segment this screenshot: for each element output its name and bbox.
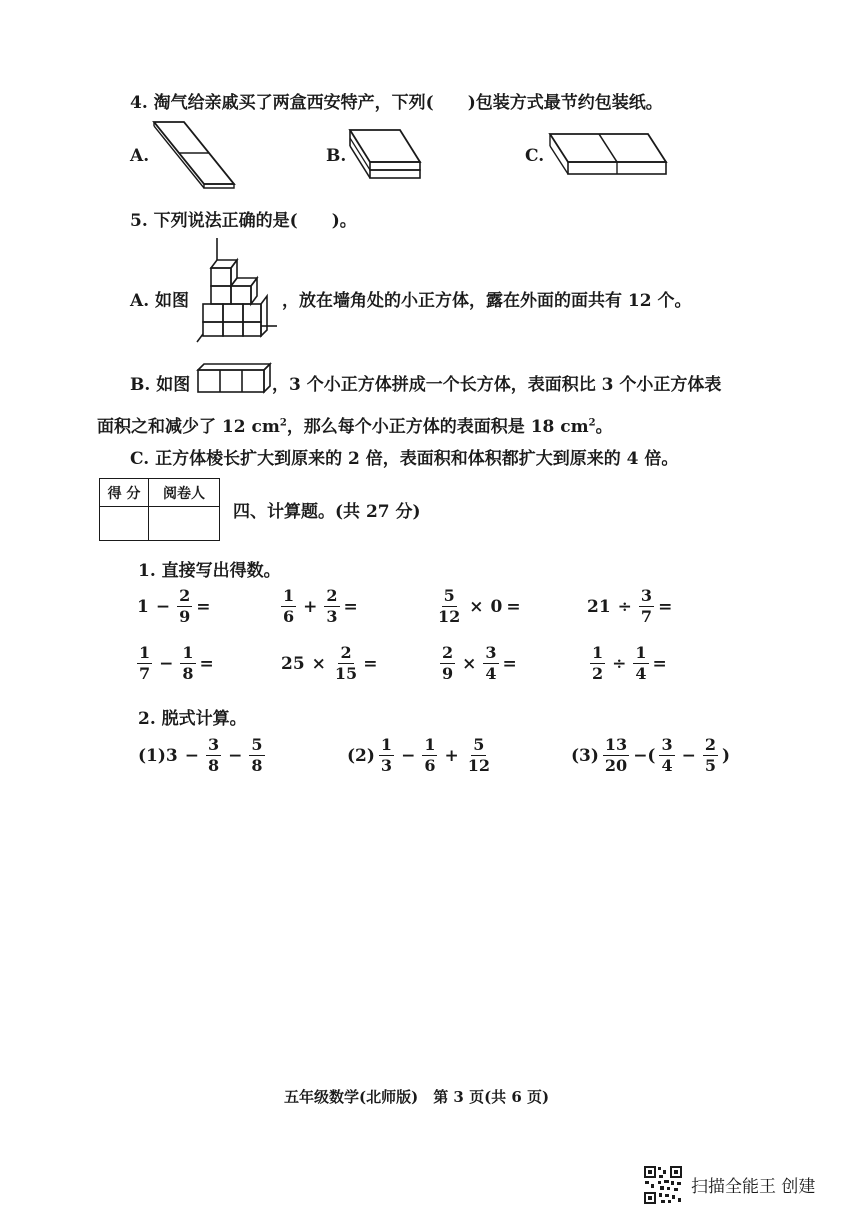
r2-e3-frac2 (483, 645, 498, 682)
calc-1-frac1 (206, 737, 221, 774)
calc-3-den2: 4 (661, 756, 673, 775)
calc-3-close: ) (722, 745, 731, 766)
r2-e4 (590, 645, 667, 682)
r1-e1-frac (177, 588, 192, 625)
calc-2-den2: 6 (424, 756, 436, 775)
r2-e1-frac1 (137, 645, 152, 682)
q4-option-b-figure (348, 128, 424, 182)
calc-1-den1: 8 (208, 756, 220, 775)
calc-1-label: (1)3 (138, 745, 178, 766)
sub1-title: 1. 直接写出得数。 (138, 561, 281, 581)
r1-e4-num: 3 (640, 586, 653, 605)
r1-e4-op: ÷ (617, 596, 632, 617)
r2-e2-op: × (311, 653, 326, 674)
r2-e3-num1: 2 (442, 643, 454, 662)
r2-e1-frac2 (180, 645, 195, 682)
r2-e4-frac2 (633, 645, 648, 682)
q5-a-cube-stack-figure (195, 236, 281, 346)
scanner-watermark-label: 扫描全能王 创建 (691, 1177, 816, 1197)
page-footer: 五年级数学(北师版) 第 3 页(共 6 页) (284, 1088, 550, 1106)
q5-b-line2 (97, 412, 613, 437)
r2-e3-den2: 4 (485, 664, 497, 683)
section4-title: 四、计算题。(共 27 分) (233, 502, 421, 522)
q5-b-line2-part-b: ，那么每个小正方体的表面积是 18 cm (286, 417, 589, 437)
r2-e3 (440, 645, 517, 682)
calc-3-frac3 (703, 737, 718, 774)
r1-e3-eq: = (506, 596, 521, 617)
q5-text: 5. 下列说法正确的是( )。 (130, 211, 357, 231)
calc-3 (571, 737, 730, 774)
reviewer-label: 阅卷人 (149, 479, 220, 507)
r1-e4-den: 7 (640, 607, 653, 626)
calc-2 (347, 737, 492, 774)
calc-1-op1: − (184, 745, 199, 766)
r2-e4-op: ÷ (612, 653, 627, 674)
r1-e2 (281, 588, 358, 625)
q5-b-sup-1: 2 (279, 417, 287, 429)
r2-e1-num1: 1 (139, 643, 151, 662)
q5-b-line2-part-a: 面积之和减少了 12 cm (97, 417, 280, 437)
r2-e1-op: − (159, 653, 174, 674)
r1-e2-op: + (303, 596, 318, 617)
q4-text: 4. 淘气给亲戚买了两盒西安特产，下列( )包装方式最节约包装纸。 (130, 93, 663, 113)
calc-1-op2: − (228, 745, 243, 766)
q4-option-c-label: C. (525, 146, 545, 166)
q5-a-suffix: ，放在墙角处的小正方体，露在外面的面共有 12 个。 (282, 291, 692, 311)
r1-e2-frac2 (324, 588, 339, 625)
r2-e2-frac (333, 645, 359, 682)
q5-a-prefix: A. 如图 (130, 291, 190, 311)
r1-e4-a: 21 (587, 596, 611, 617)
r1-e3-b: 0 (490, 596, 503, 617)
score-label: 得 分 (100, 479, 149, 507)
r1-e3-op: × (469, 596, 484, 617)
calc-3-num2: 3 (661, 735, 673, 754)
calc-3-op1: −( (633, 745, 656, 766)
calc-3-num1: 13 (604, 735, 628, 754)
r2-e3-frac1 (440, 645, 455, 682)
qr-code-icon (643, 1165, 683, 1205)
r2-e1 (137, 645, 214, 682)
r1-e1 (137, 588, 210, 625)
q5-b-sup-2: 2 (588, 417, 596, 429)
calc-2-op2: + (444, 745, 459, 766)
r2-e2-num: 2 (340, 643, 352, 662)
r2-e2-eq: = (363, 653, 378, 674)
r1-e2-num1: 1 (283, 586, 295, 605)
q4-option-c-figure (548, 132, 670, 178)
calc-3-frac1 (603, 737, 629, 774)
calc-3-den3: 5 (704, 756, 717, 775)
r1-e1-eq: = (196, 596, 211, 617)
sub2-title: 2. 脱式计算。 (138, 709, 247, 729)
calc-3-den1: 20 (604, 756, 628, 775)
r1-e3-frac (436, 588, 462, 625)
q4-option-a-figure (152, 118, 238, 190)
calc-3-label: (3) (571, 745, 599, 766)
r2-e4-den2: 4 (635, 664, 647, 683)
r1-e3-num: 5 (443, 586, 455, 605)
calc-2-label: (2) (347, 745, 375, 766)
r2-e4-num2: 1 (635, 643, 647, 662)
score-cell[interactable] (100, 507, 149, 541)
calc-3-op2: − (681, 745, 696, 766)
r2-e1-eq: = (199, 653, 214, 674)
calc-3-num3: 2 (704, 735, 717, 754)
calc-2-num2: 1 (424, 735, 436, 754)
r2-e1-num2: 1 (182, 643, 194, 662)
calc-1-den2: 8 (251, 756, 263, 775)
r2-e3-eq: = (502, 653, 517, 674)
r1-e2-den1: 6 (283, 607, 295, 626)
r2-e4-num1: 1 (592, 643, 604, 662)
calc-2-den1: 3 (380, 756, 393, 775)
score-table (99, 478, 220, 541)
r1-e1-num: 2 (179, 586, 191, 605)
calc-1-num2: 5 (251, 735, 263, 754)
r1-e2-den2: 3 (326, 607, 338, 626)
reviewer-cell[interactable] (149, 507, 220, 541)
calc-2-num3: 5 (473, 735, 485, 754)
r1-e4-eq: = (658, 596, 673, 617)
r2-e2-a: 25 (281, 653, 305, 674)
q5-b-cuboid-figure (196, 362, 272, 394)
calc-1 (138, 737, 265, 774)
q5-b-prefix: B. 如图 (130, 375, 191, 395)
r2-e1-den2: 8 (182, 664, 194, 683)
calc-2-op1: − (401, 745, 416, 766)
r1-e4-frac (639, 588, 654, 625)
calc-1-frac2 (249, 737, 264, 774)
r1-e1-den: 9 (179, 607, 191, 626)
q5-c-text: C. 正方体棱长扩大到原来的 2 倍，表面积和体积都扩大到原来的 4 倍。 (130, 449, 679, 469)
r1-e3 (436, 588, 521, 625)
calc-3-frac2 (659, 737, 674, 774)
r2-e1-den1: 7 (139, 664, 151, 683)
q4-option-b-label: B. (326, 146, 347, 166)
r1-e3-den: 12 (438, 607, 461, 626)
r2-e2-den: 15 (334, 664, 358, 683)
calc-2-frac1 (379, 737, 394, 774)
r1-e2-eq: = (343, 596, 358, 617)
calc-1-num1: 3 (208, 735, 220, 754)
r2-e3-op: × (462, 653, 477, 674)
q5-b-suffix: ，3 个小正方体拼成一个长方体，表面积比 3 个小正方体表 (272, 375, 722, 395)
calc-2-num1: 1 (380, 735, 393, 754)
calc-2-frac2 (422, 737, 437, 774)
r2-e3-num2: 3 (485, 643, 497, 662)
r2-e4-den1: 2 (592, 664, 604, 683)
r1-e2-frac1 (281, 588, 296, 625)
r1-e2-num2: 2 (326, 586, 338, 605)
q4-option-a-label: A. (130, 146, 150, 166)
r1-e4 (587, 588, 672, 625)
r2-e2 (281, 645, 377, 682)
calc-2-frac3 (466, 737, 492, 774)
r2-e4-frac1 (590, 645, 605, 682)
calc-2-den3: 12 (467, 756, 490, 775)
r2-e4-eq: = (652, 653, 667, 674)
q5-b-line2-part-c: 。 (595, 417, 613, 437)
r1-e1-a: 1 (137, 596, 149, 617)
r1-e1-op: − (155, 596, 171, 617)
r2-e3-den1: 9 (442, 664, 454, 683)
